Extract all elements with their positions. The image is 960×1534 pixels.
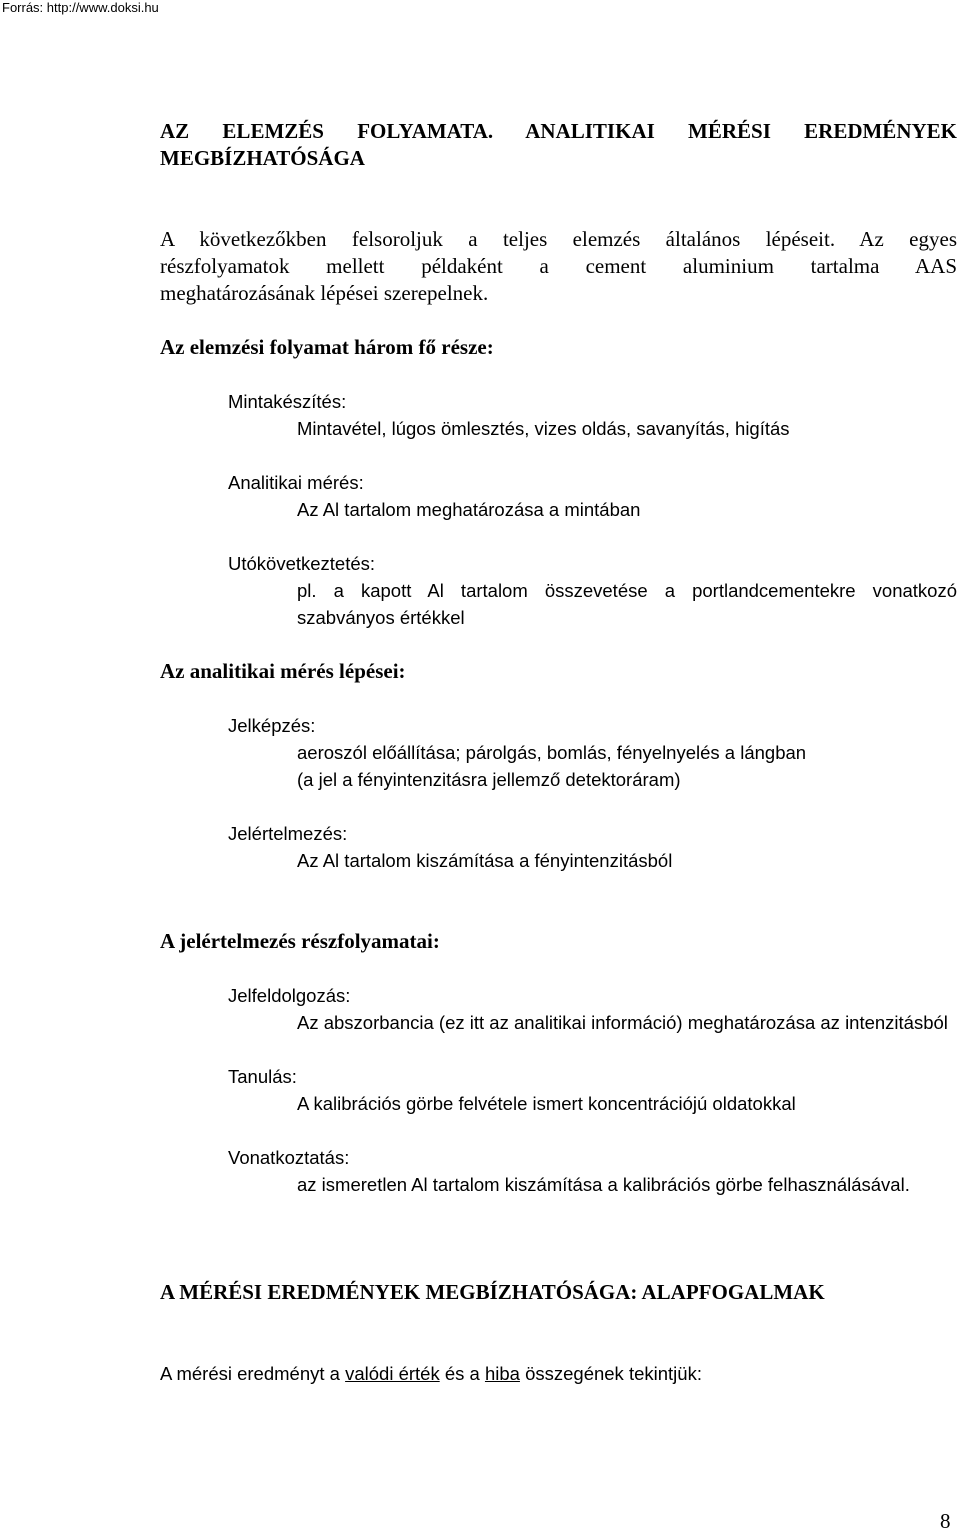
term-valodi-ertek: valódi érték: [345, 1363, 440, 1384]
text-tanulas: A kalibrációs görbe felvétele ismert koncentrációjú oldatokkal: [297, 1093, 796, 1114]
document-title: AZ ELEMZÉS FOLYAMATA. ANALITIKAI MÉRÉSI EREDMÉNYEK MEGBÍZHATÓSÁGA: [160, 119, 957, 170]
section1-heading: Az elemzési folyamat három fő része:: [160, 335, 494, 359]
label-analitikai-meres: Analitikai mérés:: [228, 472, 364, 493]
section4-paragraph: [160, 1360, 957, 1387]
paragraph-start: A mérési eredményt a: [160, 1363, 340, 1384]
document-page: [160, 118, 957, 1387]
text-mintakeszites: Mintavétel, lúgos ömlesztés, vizes oldás, savanyítás, higítás: [297, 418, 790, 439]
label-utokovetkeztetes: Utókövetkeztetés:: [228, 553, 376, 574]
text-analitikai-meres: Az Al tartalom meghatározása a mintában: [297, 499, 641, 520]
intro-line-3: meghatározásának lépései szerepelnek.: [160, 281, 489, 305]
text-jelkepzes-2: (a jel a fényintenzitásra jellemző detektoráram): [297, 769, 681, 790]
paragraph-mid: és a: [444, 1363, 480, 1384]
label-mintakeszites: Mintakészítés:: [228, 391, 347, 412]
label-vonatkoztatas: Vonatkoztatás:: [228, 1147, 350, 1168]
intro-line-1: A következőkben felsoroljuk a teljes elemzés általános lépéseit. Az egyes: [160, 227, 957, 251]
section3-heading: A jelértelmezés részfolyamatai:: [160, 929, 440, 953]
label-jelfeldolgozas: Jelfeldolgozás:: [228, 985, 351, 1006]
paragraph-end: összegének tekintjük:: [525, 1363, 702, 1384]
text-vonatkoztatas: az ismeretlen Al tartalom kiszámítása a kalibrációs görbe felhasználásával.: [297, 1174, 910, 1195]
section2-heading: Az analitikai mérés lépései:: [160, 659, 406, 683]
text-jelkepzes: aeroszól előállítása; párolgás, bomlás, fényelnyelés a lángban: [297, 742, 807, 763]
text-jelertelmezes: Az Al tartalom kiszámítása a fényintenzitásból: [297, 850, 673, 871]
section4-heading: A MÉRÉSI EREDMÉNYEK MEGBÍZHATÓSÁGA: ALAPFOGALMAK: [160, 1280, 825, 1304]
term-hiba: hiba: [484, 1363, 520, 1384]
label-jelertelmezes: Jelértelmezés:: [228, 823, 348, 844]
intro-paragraph: [160, 226, 957, 307]
page-number: 8: [940, 1509, 951, 1533]
intro-line-2: részfolyamatok mellett példaként a cement aluminium tartalma AAS: [160, 254, 957, 278]
text-utokovetkeztetes: pl. a kapott Al tartalom összevetése a portlandcementekre vonatkozó szabványos értékkel: [297, 580, 957, 628]
text-jelfeldolgozas: Az abszorbancia (ez itt az analitikai információ) meghatározása az intenzitásból: [297, 1012, 948, 1033]
source-url: Forrás: http://www.doksi.hu: [2, 0, 159, 15]
label-jelkepzes: Jelképzés:: [228, 715, 316, 736]
label-tanulas: Tanulás:: [228, 1066, 297, 1087]
